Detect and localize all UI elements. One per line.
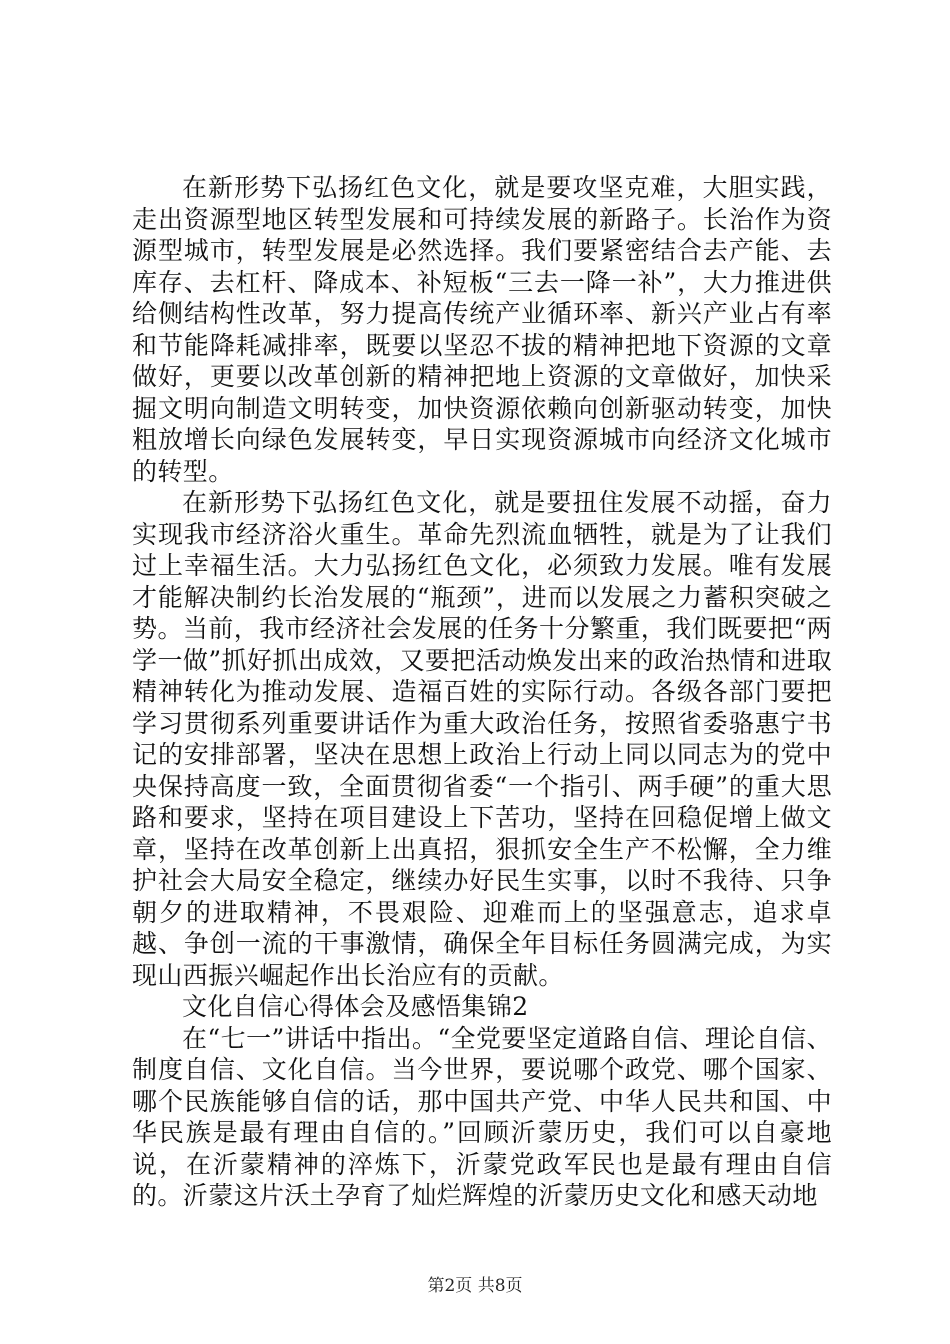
paragraph-development: 在新形势下弘扬红色文化，就是要扭住发展不动摇，奋力实现我市经济浴火重生。革命先烈流血牺牲，就是为了让我们过上幸福生活。大力弘扬红色文化，必须致力发展。唯有发展才能解决制约长治发展的“瓶颈”，进而以发展之力蓄积突破之势。当前，我市经济社会发展的任务十分繁重，我们既要把“两学一做”抓好抓出成效，又要把活动焕发出来的政治热情和进取精神转化为推动发展、造福百姓的实际行动。各级各部门要把学习贯彻系列重要讲话作为重大政治任务，按照省委骆惠宁书记的安排部署，坚决在思想上政治上行动上同以同志为的党中央保持高度一致，全面贯彻省委“一个指引、两手硬”的重大思路和要求，坚持在项目建设上下苦功，坚持在回稳促增上做文章，坚持在改革创新上出真招，狠抓安全生产不松懈，全力维护社会大局安全稳定，继续办好民生实事，以时不我待、只争朝夕的进取精神，不畏艰险、迎难而上的坚强意志，追求卓越、争创一流的干事激情，确保全年目标任务圆满完成，为实现山西振兴崛起作出长治应有的贡献。 bbox=[132, 488, 832, 990]
paragraph-transformation: 在新形势下弘扬红色文化，就是要攻坚克难，大胆实践，走出资源型地区转型发展和可持续发展的新路子。长治作为资源型城市，转型发展是必然选择。我们要紧密结合去产能、去库存、去杠杆、降成本、补短板“三去一降一补”，大力推进供给侧结构性改革，努力提高传统产业循环率、新兴产业占有率和节能降耗减排率，既要以坚忍不拔的精神把地下资源的文章做好，更要以改革创新的精神把地上资源的文章做好，加快采掘文明向制造文明转变，加快资源依赖向创新驱动转变，加快粗放增长向绿色发展转变，早日实现资源城市向经济文化城市的转型。 bbox=[132, 173, 832, 486]
page-footer: 第2页 共8页 bbox=[427, 1276, 523, 1296]
section-heading: 文化自信心得体会及感悟集锦2 bbox=[182, 992, 529, 1021]
document-body bbox=[132, 172, 832, 1212]
paragraph-cultural-confidence: 在“七一”讲话中指出。“全党要坚定道路自信、理论自信、制度自信、文化自信。当今世界，要说哪个政党、哪个国家、哪个民族能够自信的话，那中国共产党、中华人民共和国、中华民族是最有理由自信的。”回顾沂蒙历史，我们可以自豪地说，在沂蒙精神的淬炼下，沂蒙党政军民也是最有理由自信的。沂蒙这片沃土孕育了灿烂辉煌的沂蒙历史文化和感天动地 bbox=[132, 1023, 832, 1210]
